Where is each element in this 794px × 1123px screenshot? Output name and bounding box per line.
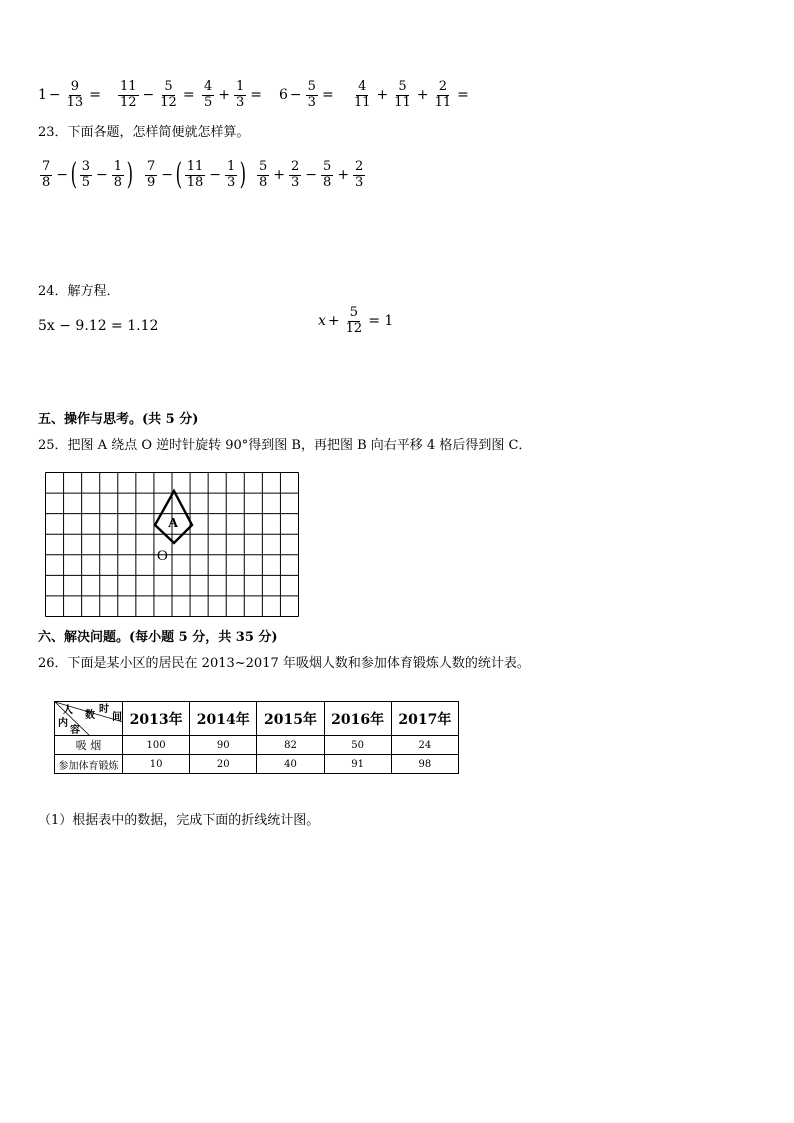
simplify-expression-3	[255, 160, 367, 191]
numerator: 5	[398, 79, 407, 94]
fraction	[352, 80, 373, 111]
question-26-title: 26．下面是某小区的居民在 2013~2017 年吸烟人数和参加体育锻炼人数的统计表。	[38, 656, 530, 671]
fraction	[392, 80, 413, 111]
operator: +	[337, 167, 350, 184]
year-header: 2016年	[324, 702, 391, 736]
rotation-grid-figure	[44, 471, 300, 618]
numerator: 7	[147, 159, 156, 174]
numerator: 3	[81, 159, 91, 174]
denominator: 8	[42, 174, 51, 190]
corner-label-time-1: 时	[99, 704, 109, 715]
calc-expression-5	[350, 80, 471, 111]
numerator: 7	[42, 159, 51, 174]
numerator: 4	[204, 79, 213, 94]
denominator: 12	[120, 94, 137, 110]
numerator: 2	[355, 159, 364, 174]
denominator: 18	[186, 174, 204, 190]
numerator: 9	[70, 79, 80, 94]
equation-rhs: = 1	[368, 313, 394, 330]
denominator: 11	[394, 94, 411, 110]
numerator: 1	[236, 79, 245, 94]
denominator: 3	[236, 94, 245, 110]
fraction	[112, 160, 124, 191]
table-cell: 24	[391, 736, 458, 755]
corner-label-count-2: 数	[85, 710, 95, 721]
table-row	[55, 755, 459, 774]
denominator: 9	[147, 174, 156, 190]
operator: −	[161, 167, 174, 184]
fraction	[344, 306, 365, 337]
operator: −	[305, 167, 318, 184]
denominator: 8	[323, 174, 332, 190]
table-cell: 50	[324, 736, 391, 755]
operator: +	[376, 87, 389, 104]
left-parenthesis: (	[175, 157, 183, 193]
table-row	[55, 736, 459, 755]
numerator: 1	[227, 159, 236, 174]
numerator: 5	[323, 159, 332, 174]
right-parenthesis: )	[126, 157, 134, 193]
denominator: 3	[307, 94, 316, 110]
corner-label-count-1: 人	[63, 705, 73, 716]
denominator: 8	[259, 174, 268, 190]
calc-expression-1	[38, 80, 103, 111]
fraction	[80, 160, 92, 191]
variable: x	[318, 313, 326, 330]
table-cell: 10	[123, 755, 190, 774]
fraction	[225, 160, 237, 191]
figure-a-label: A	[168, 516, 179, 531]
year-header: 2014年	[190, 702, 257, 736]
equals-sign: =	[182, 87, 195, 104]
fraction	[306, 80, 318, 111]
denominator: 3	[227, 174, 236, 190]
fraction	[185, 160, 206, 191]
year-header: 2013年	[123, 702, 190, 736]
numerator: 5	[307, 79, 316, 94]
whole-number: 1	[38, 87, 47, 104]
denominator: 5	[204, 94, 213, 110]
corner-label-content-2: 容	[70, 725, 80, 735]
numerator: 5	[349, 305, 359, 320]
corner-diagonals	[55, 702, 123, 735]
equals-sign: =	[321, 87, 334, 104]
table-cell: 40	[257, 755, 324, 774]
numerator: 4	[358, 79, 367, 94]
equals-sign: =	[250, 87, 263, 104]
section-5-title: 五、操作与思考。(共 5 分)	[38, 412, 199, 427]
section-6-title: 六、解决问题。(每小题 5 分，共 35 分)	[38, 630, 278, 645]
operator: −	[96, 167, 108, 184]
calc-expression-2	[116, 80, 197, 111]
corner-label-content-1: 内	[58, 718, 68, 729]
operator: −	[209, 167, 222, 184]
table-cell: 100	[123, 736, 190, 755]
operator: −	[289, 87, 302, 104]
equals-sign: =	[89, 87, 101, 104]
year-header: 2017年	[391, 702, 458, 736]
operator: +	[327, 313, 340, 330]
numerator: 11	[186, 159, 204, 174]
left-parenthesis: (	[70, 157, 78, 193]
denominator: 11	[434, 94, 452, 110]
equals-sign: =	[457, 87, 469, 104]
operator: −	[48, 87, 61, 104]
numerator: 2	[438, 79, 447, 94]
denominator: 8	[113, 174, 123, 190]
table-cell: 90	[190, 736, 257, 755]
operator: +	[416, 87, 429, 104]
equation-1: 5x − 9.12 = 1.12	[38, 318, 159, 334]
fraction	[433, 80, 454, 111]
operator: −	[142, 87, 155, 104]
statistics-table	[54, 701, 459, 774]
operator: −	[56, 167, 69, 184]
denominator: 3	[291, 174, 300, 190]
denominator: 13	[66, 94, 84, 110]
table-cell: 82	[257, 736, 324, 755]
row-label: 参加体育锻炼	[55, 755, 123, 774]
denominator: 3	[355, 174, 364, 190]
calc-expression-3	[200, 80, 264, 111]
year-header: 2015年	[257, 702, 324, 736]
fraction	[321, 160, 333, 191]
table-cell: 91	[324, 755, 391, 774]
numerator: 5	[164, 79, 173, 94]
corner-label-time-2: 间	[112, 712, 122, 723]
fraction	[145, 160, 157, 191]
fraction	[202, 80, 214, 111]
fraction	[65, 80, 86, 111]
fraction	[118, 80, 139, 111]
row-label: 吸 烟	[55, 736, 123, 755]
question-24-title: 24．解方程．	[38, 284, 120, 299]
fraction	[40, 160, 52, 191]
calc-expression-4	[279, 80, 336, 111]
question-26-part-1: （1）根据表中的数据，完成下面的折线统计图。	[38, 813, 320, 828]
fraction	[353, 160, 365, 191]
table-cell: 98	[391, 755, 458, 774]
denominator: 12	[160, 94, 177, 110]
table-cell: 20	[190, 755, 257, 774]
fraction	[289, 160, 301, 191]
operator: +	[218, 87, 231, 104]
operator: +	[273, 167, 286, 184]
denominator: 5	[81, 174, 91, 190]
numerator: 2	[291, 159, 300, 174]
fraction	[257, 160, 269, 191]
denominator: 12	[345, 320, 363, 336]
diagonal-corner-cell	[55, 702, 123, 736]
fraction	[158, 80, 179, 111]
numerator: 5	[259, 159, 268, 174]
fraction	[234, 80, 246, 111]
right-parenthesis: )	[239, 157, 247, 193]
denominator: 11	[354, 94, 371, 110]
simplify-expression-2	[143, 157, 247, 193]
point-o-label: O	[157, 548, 168, 564]
equation-2	[318, 306, 395, 337]
whole-number: 6	[279, 87, 288, 104]
question-23-title: 23．下面各题，怎样简便就怎样算。	[38, 125, 250, 140]
table-header-row	[55, 702, 459, 736]
numerator: 11	[120, 79, 137, 94]
numerator: 1	[113, 159, 123, 174]
question-25-title: 25．把图 A 绕点 O 逆时针旋转 90°得到图 B，再把图 B 向右平移 4 格后得到图 C．	[38, 438, 532, 453]
simplify-expression-1	[38, 157, 134, 193]
